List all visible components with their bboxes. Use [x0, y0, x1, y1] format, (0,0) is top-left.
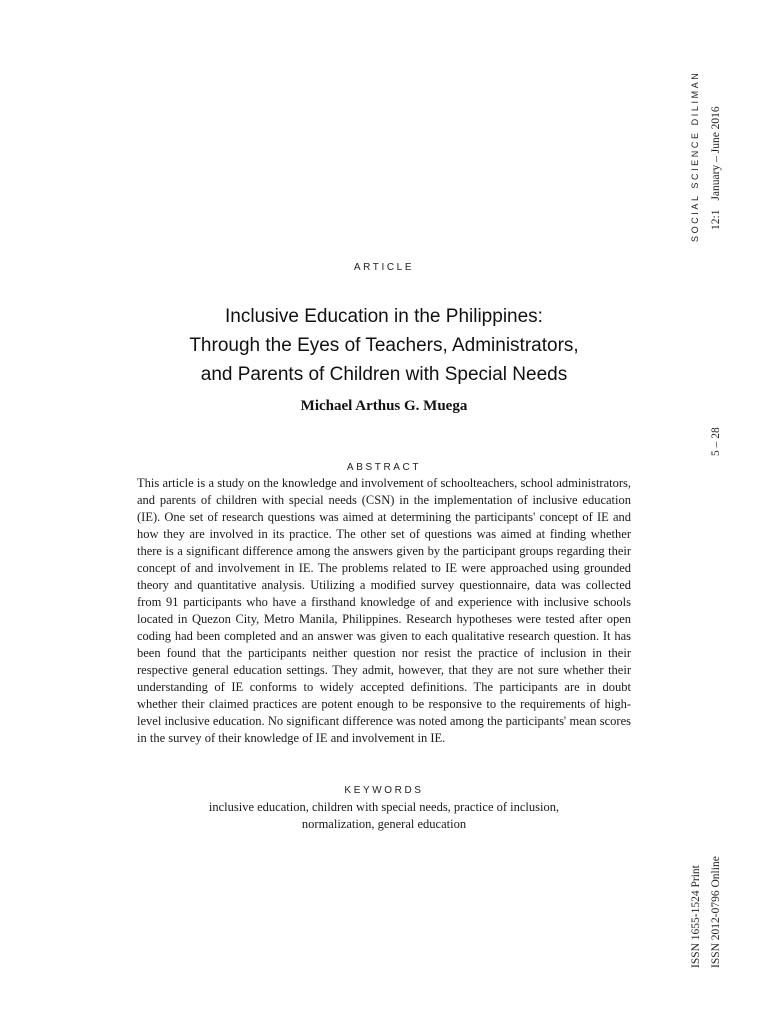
journal-name: SOCIAL SCIENCE DILIMAN	[690, 70, 700, 242]
keywords-list	[0, 799, 768, 833]
volume-number: 12:1	[710, 209, 722, 230]
abstract-label: ABSTRACT	[346, 462, 422, 473]
keywords-label: KEYWORDS	[344, 785, 424, 796]
issn-print: ISSN 1655-1524 Print	[690, 865, 702, 968]
title-line: Through the Eyes of Teachers, Administrators,	[189, 335, 579, 356]
title-line: Inclusive Education in the Philippines:	[225, 306, 543, 327]
author-name: Michael Arthus G. Muega	[300, 398, 468, 414]
keywords-line: inclusive education, children with special needs, practice of inclusion,	[208, 800, 560, 814]
article-title	[110, 302, 658, 389]
issn-online: ISSN 2012-0796 Online	[710, 856, 722, 968]
article-label: ARTICLE	[353, 262, 415, 273]
abstract-text: This article is a study on the knowledge and involvement of schoolteachers, school administrators, and parents of children with special needs (CSN) in the implementation of inclusive education (IE). One set of research questions was aimed at determining the participants' concept of IE and how they are involved in its practice. The other set of questions was aimed at finding whether there is a significant difference among the answers given by the participant groups regarding their concept of and involvement in IE. The problems related to IE were approached using grounded theory and quantitative analysis. Utilizing a modified survey questionnaire, data was collected from 91 participants who have a firsthand knowledge of and experience with inclusive schools located in Quezon City, Metro Manila, Philippines. Research hypotheses were tested after open coding had been completed and an answer was given to each qualitative research question. It has been found that the participants neither question nor resist the practice of inclusion in their respective general education settings. They admit, however, that they are not sure whether their understanding of IE conforms to widely accepted definitions. The participants are in doubt whether their claimed practices are potent enough to be responsive to the requirements of high-level inclusive education. No significant difference was noted among the participants' mean scores in the survey of their knowledge of IE and involvement in IE.	[137, 476, 631, 745]
issue-date: January – June 2016	[710, 106, 722, 201]
page-range: 5 – 28	[710, 427, 722, 456]
keywords-line: normalization, general education	[301, 817, 467, 831]
issue-info	[710, 106, 722, 230]
title-line: and Parents of Children with Special Needs	[200, 364, 568, 385]
